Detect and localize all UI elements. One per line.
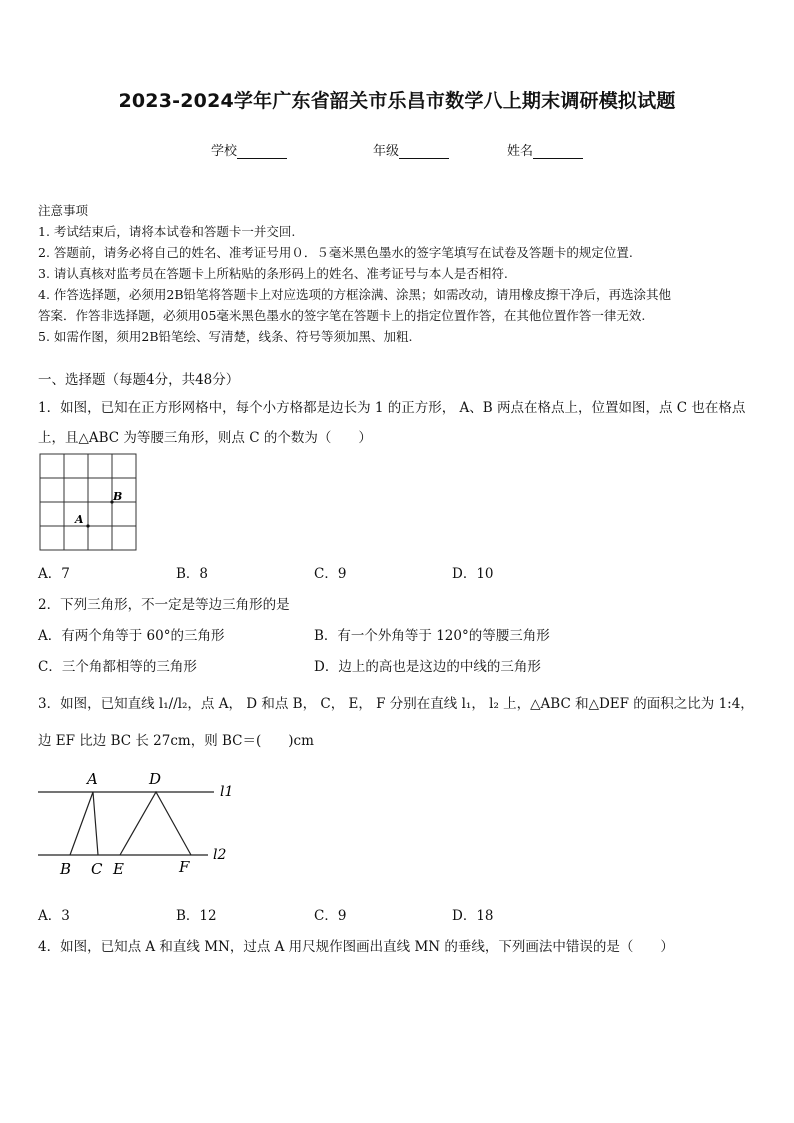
- name-blank: [533, 144, 583, 159]
- q2-option-b: B．有一个外角等于 120°的等腰三角形: [314, 628, 550, 644]
- q2-option-d: D．边上的高也是这边的中线的三角形: [314, 659, 541, 675]
- q1-grid-figure: [38, 452, 140, 552]
- point-a: [86, 524, 89, 527]
- q1-stem-line1: 1．如图，已知在正方形网格中，每个小方格都是边长为 1 的正方形， A、B 两点在格点上，位置如图，点 C 也在格点: [38, 400, 746, 416]
- q1-option-c: C．9: [314, 566, 347, 582]
- q3-option-b: B．12: [176, 908, 217, 924]
- q1-option-b: B．8: [176, 566, 209, 582]
- q3-stem-line1: 3．如图，已知直线 l₁//l₂，点 A， D 和点 B， C， E， F 分别在直线 l₁， l₂ 上，△ABC 和△DEF 的面积之比为 1:4，: [38, 696, 754, 712]
- q1-stem-line2: 上，且△ABC 为等腰三角形，则点 C 的个数为（ ）: [38, 430, 372, 446]
- label-l2: l2: [213, 847, 227, 863]
- label-d: D: [149, 770, 162, 788]
- grade-field: [373, 140, 449, 159]
- label-c: C: [91, 860, 103, 878]
- notice-item: 3. 请认真核对监考员在答题卡上所粘贴的条形码上的姓名、准考证号与本人是否相符.: [38, 266, 508, 281]
- label-e: E: [113, 860, 124, 878]
- q2-option-c: C．三个角都相等的三角形: [38, 659, 197, 675]
- point-b-label: B: [113, 490, 123, 503]
- q1-option-d: D．10: [452, 566, 494, 582]
- label-l1: l1: [220, 784, 234, 800]
- q3-option-a: A．3: [38, 908, 70, 924]
- q3-parallel-lines-figure: [36, 764, 246, 880]
- name-field: [507, 140, 583, 159]
- notice-item: 2. 答题前，请务必将自己的姓名、准考证号用０．５毫米黑色墨水的签字笔填写在试卷及答题卡的规定位置.: [38, 245, 633, 260]
- notice-heading: 注意事项: [38, 203, 89, 218]
- q4-stem: 4．如图，已知点 A 和直线 MN，过点 A 用尺规作图画出直线 MN 的垂线，下列画法中错误的是（ ）: [38, 939, 674, 955]
- grade-label: 年级: [373, 144, 400, 159]
- point-a-label: A: [75, 513, 84, 526]
- triangle-def: [120, 792, 191, 855]
- q3-option-d: D．18: [452, 908, 494, 924]
- notice-item: 4. 作答选择题，必须用2B铅笔将答题卡上对应选项的方框涂满、涂黑；如需改动，请用橡皮擦干净后，再选涂其他: [38, 287, 672, 302]
- notice-item: 5. 如需作图，须用2B铅笔绘、写清楚，线条、符号等须加黑、加粗.: [38, 329, 413, 344]
- notice-item: 1. 考试结束后，请将本试卷和答题卡一并交回.: [38, 224, 296, 239]
- notice-block: [38, 200, 671, 347]
- notice-item: 答案．作答非选择题，必须用05毫米黑色墨水的签字笔在答题卡上的指定位置作答，在其他位置作答一律无效.: [38, 308, 646, 323]
- q3-stem-line2: 边 EF 比边 BC 长 27cm，则 BC＝( )cm: [38, 733, 314, 749]
- school-field: [211, 140, 287, 159]
- name-label: 姓名: [507, 144, 534, 159]
- label-b: B: [60, 860, 72, 878]
- label-a: A: [87, 770, 98, 788]
- triangle-abc: [70, 792, 98, 855]
- q2-stem: 2．下列三角形，不一定是等边三角形的是: [38, 597, 290, 613]
- school-label: 学校: [211, 144, 238, 159]
- exam-title: 2023-2024学年广东省韶关市乐昌市数学八上期末调研模拟试题: [118, 90, 676, 112]
- q2-option-a: A．有两个角等于 60°的三角形: [38, 628, 225, 644]
- label-f: F: [179, 858, 190, 876]
- grade-blank: [399, 144, 449, 159]
- section-heading: 一、选择题（每题4分，共48分）: [38, 372, 240, 388]
- q1-option-a: A．7: [38, 566, 70, 582]
- school-blank: [237, 144, 287, 159]
- q3-option-c: C．9: [314, 908, 347, 924]
